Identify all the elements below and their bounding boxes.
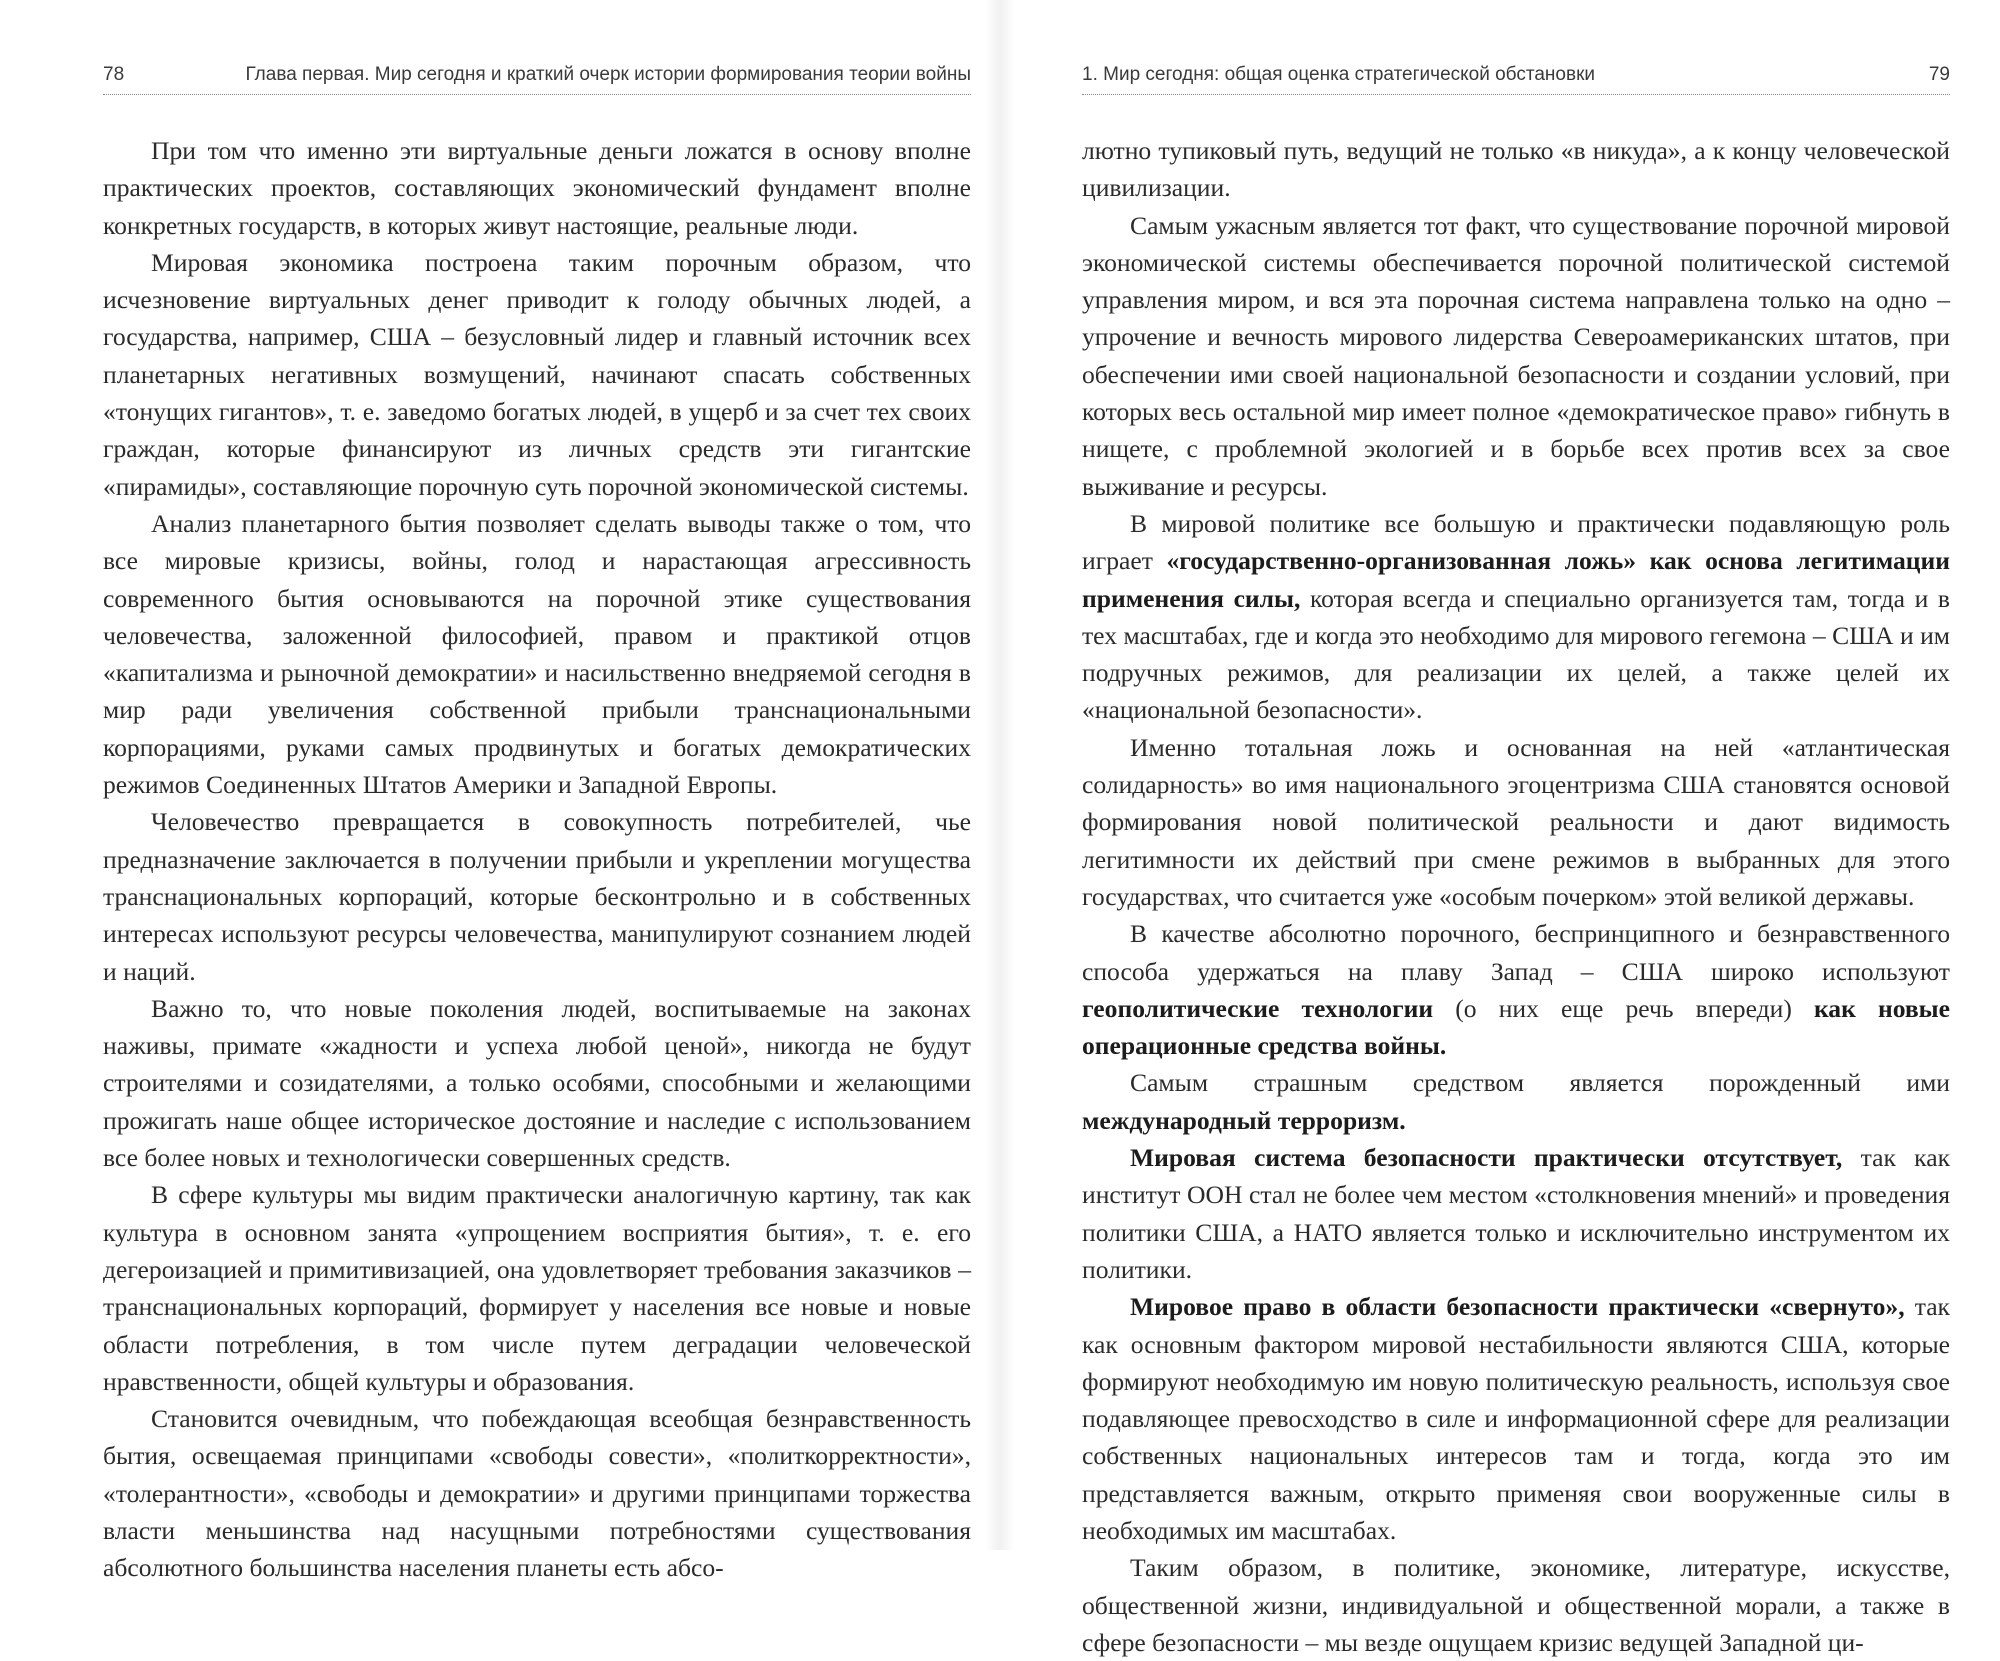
paragraph-text: В качестве абсолютно порочного, беспринципного и безнравственного способа удержаться на плаву Запад – США широко используют [1082, 919, 1950, 986]
right-paragraph: лютно тупиковый путь, ведущий не только «в никуда», а к концу человеческой цивилизации. [1082, 136, 1950, 203]
paragraph-text: которая всегда и специально организуется там, тогда и в тех масштабах, где и когда это необходимо для мирового гегемона – США и им подручных режимов, для реализации их целей, а также целей их «национальной безопасности». [1082, 583, 1950, 725]
left-page-number: 78 [103, 64, 125, 85]
paragraph-text: (о них еще речь впереди) [1433, 993, 1814, 1023]
right-running-head [1082, 60, 1950, 95]
bold-emphasis: международный терроризм. [1082, 1105, 1406, 1135]
bold-emphasis: Мировая система безопасности практически отсутствует, [1130, 1143, 1843, 1173]
paragraph-text: так как институт ООН стал не более чем местом «столкновения мнений» и проведения политики США, а НАТО является только и исключительно инструментом их политики. [1082, 1143, 1951, 1284]
left-paragraph: Человечество превращается в совокупность потребителей, чье предназначение заключается в получении прибыли и укреплении могущества транснациональных корпораций, которые бесконтрольно и в собственных интересах используют ресурсы человечества, манипулируют сознанием людей и наций. [103, 807, 971, 986]
bold-emphasis: «государственно-организованная ложь» как основа легитимации применения силы, [1082, 546, 1951, 613]
right-paragraph [1082, 1139, 1950, 1288]
right-page [1000, 0, 2000, 1657]
right-paragraph [1082, 915, 1950, 1064]
right-paragraph [1082, 1288, 1950, 1549]
right-page-number: 79 [1928, 64, 1950, 85]
right-paragraph [1082, 505, 1950, 729]
left-paragraph: Становится очевидным, что побеждающая всеобщая безнравственность бытия, освещаемая принципами «свободы совести», «политкорректности», «толерантности», «свободы и демократии» и другими принципами торжества власти меньшинства над насущными потребностями существования абсолютного большинства населения планеты есть абсо- [103, 1404, 971, 1583]
right-paragraph [1082, 1064, 1950, 1139]
left-paragraph: Анализ планетарного бытия позволяет сделать выводы также о том, что все мировые кризисы, войны, голод и нарастающая агрессивность современного бытия основываются на порочной этике существования человечества, заложенной философией, правом и практикой отцов «капитализма и рыночной демократии» и насильственно внедряемой сегодня в мир ради увеличения собственной прибыли транснациональными корпорациями, руками самых продвинутых и богатых демократических режимов Соединенных Штатов Америки и Западной Европы. [103, 508, 971, 800]
left-paragraph: В сфере культуры мы видим практически аналогичную картину, так как культура в основном занята «упрощением восприятия бытия», т. е. его дегероизацией и примитивизацией, она удовлетворяет требования заказчиков – транснациональных корпораций, формирует у населения все новые и новые области потребления, в том числе путем деградации человеческой нравственности, общей культуры и образования. [103, 1180, 971, 1396]
right-body-text [1082, 132, 1950, 1661]
left-paragraph: При том что именно эти виртуальные деньги ложатся в основу вполне практических проектов, составляющих экономический фундамент вполне конкретных государств, в которых живут настоящие, реальные люди. [103, 136, 971, 240]
right-paragraph: Именно тотальная ложь и основанная на ней «атлантическая солидарность» во имя национального эгоцентризма США становятся основой формирования новой политической реальности и дают видимость легитимности их действий при смене режимов в выбранных для этого государствах, что считается уже «особым почерком» этой великой державы. [1082, 732, 1950, 911]
bold-emphasis: Мировое право в области безопасности практически «свернуто», [1130, 1292, 1905, 1322]
left-page [0, 0, 1000, 1583]
paragraph-text: так как основным фактором мировой нестабильности являются США, которые формируют необходимую им новую политическую реальность, используя свое подавляющее превосходство в силе и информационной сфере для реализации собственных национальных интересов там и тогда, когда это им представляется важным, открыто применяя свои вооруженные силы в необходимых им масштабах. [1082, 1292, 1950, 1545]
right-running-title: 1. Мир сегодня: общая оценка стратегической обстановки [1082, 64, 1595, 85]
paragraph-text: В мировой политике все большую и практически подавляющую роль играет [1082, 508, 1950, 576]
right-paragraph: Самым ужасным является тот факт, что существование порочной мировой экономической системы обеспечивается порочной политической системой управления миром, и вся эта порочная система направлена только на одно – упрочение и вечность мирового лидерства Североамериканских штатов, при обеспечении ими своей национальной безопасности и создании условий, при которых весь остальной мир имеет полное «демократическое право» гибнуть в нищете, с проблемной экологией и в борьбе всех против всех за свое выживание и ресурсы. [1082, 210, 1950, 501]
left-running-title: Глава первая. Мир сегодня и краткий очерк истории формирования теории войны [245, 64, 971, 85]
left-paragraph: Важно то, что новые поколения людей, воспитываемые на законах наживы, примате «жадности и успеха любой ценой», никогда не будут строителями и созидателями, а только особями, способными и желающими прожигать наше общее историческое достояние и наследие с использованием все более новых и технологически совершенных средств. [103, 993, 971, 1173]
left-paragraph: Мировая экономика построена таким порочным образом, что исчезновение виртуальных денег приводит к голоду обычных людей, а государства, например, США – безусловный лидер и главный источник всех планетарных негативных возмущений, начинают спасать собственных «тонущих гигантов», т. е. заведомо богатых людей, в ущерб и за счет тех своих граждан, которые финансируют из личных средств эти гигантские «пирамиды», составляющие порочную суть порочной экономической системы. [103, 247, 971, 501]
left-body-text [103, 132, 971, 1587]
bold-emphasis: геополитические технологии [1082, 993, 1434, 1023]
right-paragraph: Таким образом, в политике, экономике, литературе, искусстве, общественной жизни, индивидуальной и общественной морали, а также в сфере безопасности – мы везде ощущаем кризис ведущей Западной ци- [1082, 1553, 1950, 1657]
paragraph-text: Самым страшным средством является порожденный ими [1130, 1068, 1950, 1098]
bold-emphasis: как новые операционные средства войны. [1082, 993, 1951, 1061]
left-running-head [103, 60, 971, 95]
